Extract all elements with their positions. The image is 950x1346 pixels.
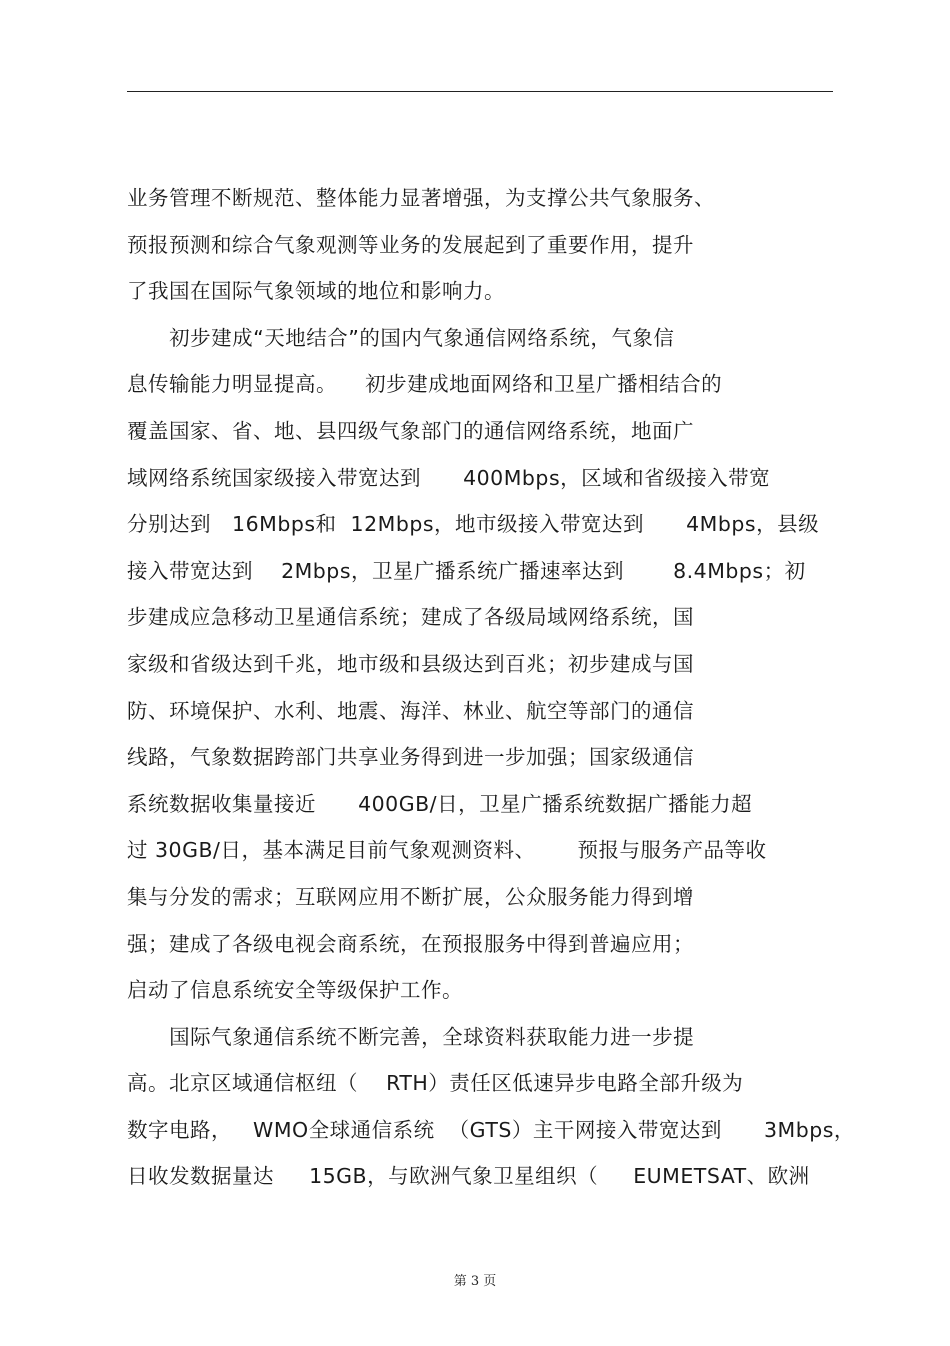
- text-line: 数字电路， WMO全球通信系统 （GTS）主干网接入带宽达到 3Mbps，: [127, 1117, 855, 1142]
- text-line: 高。北京区域通信枢纽（ RTH）责任区低速异步电路全部升级为: [127, 1071, 744, 1096]
- text-line: 家级和省级达到千兆，地市级和县级达到百兆；初步建成与国: [127, 651, 694, 676]
- text-line: 系统数据收集量接近 400GB/日，卫星广播系统数据广播能力超: [127, 791, 753, 816]
- text-line: 接入带宽达到 2Mbps，卫星广播系统广播速率达到 8.4Mbps；初: [127, 558, 806, 583]
- text-line: 强；建成了各级电视会商系统，在预报服务中得到普遍应用；: [127, 931, 694, 956]
- text-line: 集与分发的需求；互联网应用不断扩展，公众服务能力得到增: [127, 884, 694, 909]
- text-line: 初步建成“天地结合”的国内气象通信网络系统，气象信: [127, 325, 675, 350]
- page-number: 第 3 页: [453, 1274, 497, 1289]
- text-line: 域网络系统国家级接入带宽达到 400Mbps，区域和省级接入带宽: [127, 465, 771, 490]
- text-line: 防、环境保护、水利、地震、海洋、林业、航空等部门的通信: [127, 698, 694, 723]
- text-line: 启动了信息系统安全等级保护工作。: [127, 978, 463, 1003]
- text-line: 覆盖国家、省、地、县四级气象部门的通信网络系统，地面广: [127, 418, 694, 443]
- text-line: 步建成应急移动卫星通信系统；建成了各级局域网络系统，国: [127, 605, 694, 630]
- text-line: 预报预测和综合气象观测等业务的发展起到了重要作用，提升: [127, 232, 694, 257]
- text-line: 过 30GB/日，基本满足目前气象观测资料、 预报与服务产品等收: [127, 838, 767, 863]
- text-line: 了我国在国际气象领域的地位和影响力。: [127, 279, 505, 304]
- text-line: 国际气象通信系统不断完善，全球资料获取能力进一步提: [127, 1024, 695, 1049]
- text-line: 分别达到 16Mbps和 12Mbps，地市级接入带宽达到 4Mbps，县级: [127, 512, 820, 537]
- text-line: 线路，气象数据跨部门共享业务得到进一步加强；国家级通信: [127, 745, 694, 770]
- text-line: 日收发数据量达 15GB，与欧洲气象卫星组织（ EUMETSAT、欧洲: [127, 1164, 810, 1189]
- text-line: 业务管理不断规范、整体能力显著增强，为支撑公共气象服务、: [127, 186, 715, 210]
- body-text: [127, 175, 855, 1200]
- text-line: 息传输能力明显提高。 初步建成地面网络和卫星广播相结合的: [127, 372, 723, 397]
- header-rule: [127, 91, 833, 92]
